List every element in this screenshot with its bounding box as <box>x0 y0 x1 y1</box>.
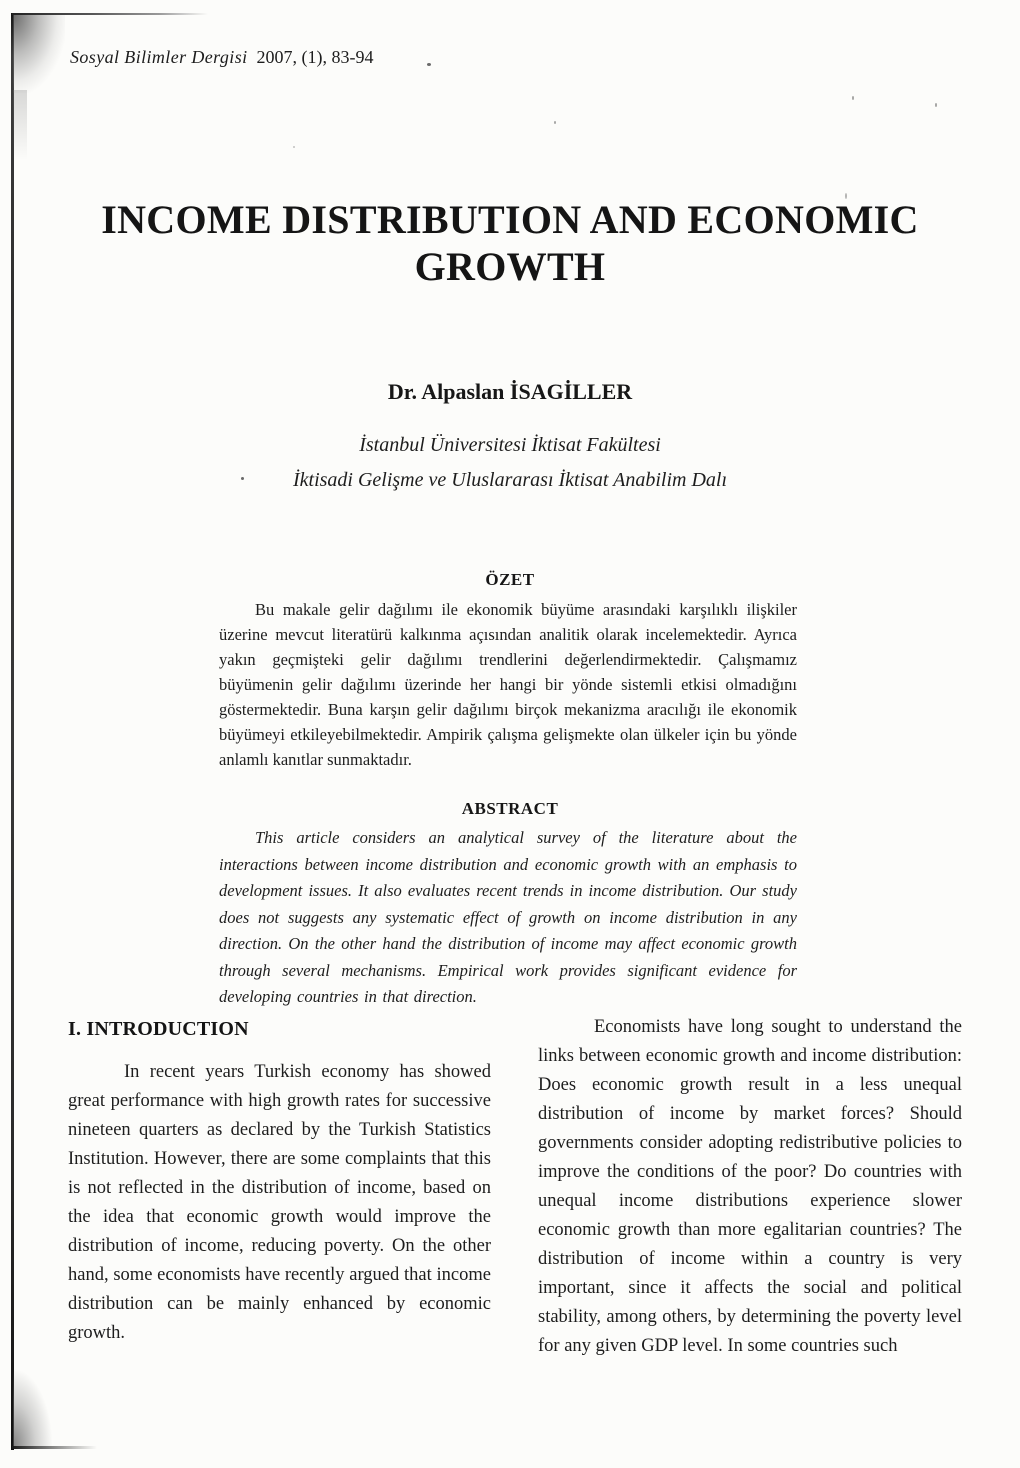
scan-edge-bottom-line <box>12 1446 97 1449</box>
paper-title <box>40 196 980 290</box>
intro-right-column <box>538 1013 962 1361</box>
intro-right-paragraph: Economists have long sought to understand the links between economic growth and income distribution: Does economic growth result in a less unequal distribution of income by market forces? Should governments consider adopting redistributive policies to improve the conditions of the poor? Do countries with unequal income distributions experience slower economic growth than more egalitarian countries? The distribution of income within a country is very important, since it affects the social and political stability, among others, by determining the poverty level for any given GDP level. In some countries such <box>538 1017 962 1356</box>
scan-speckle <box>554 121 556 124</box>
scan-speckle <box>293 146 295 148</box>
author-name: Dr. Alpaslan İSAGİLLER <box>387 379 633 404</box>
ozet-heading: ÖZET <box>485 570 535 589</box>
scan-smudge-top-left <box>13 15 65 93</box>
paper-title-line1: INCOME DISTRIBUTION AND ECONOMIC <box>101 197 919 242</box>
scan-speckle <box>935 103 937 107</box>
scan-smudge-bottom-left <box>13 1368 53 1446</box>
paper-title-line2: GROWTH <box>414 244 606 289</box>
journal-header <box>70 47 374 68</box>
intro-left-paragraph: In recent years Turkish economy has showed great performance with high growth rates for successive nineteen quarters as declared by the Turkish Statistics Institution. However, there are some complaints that this is not reflected in the distribution of income, based on the idea that economic growth would improve the distribution of income, reducing poverty. On the other hand, some economists have recently argued that income distribution can be mainly enhanced by economic growth. <box>68 1062 491 1343</box>
affiliation <box>0 428 1020 498</box>
scan-speckle <box>852 96 854 100</box>
intro-left-column <box>68 1018 491 1348</box>
abstract-body: This article considers an analytical survey of the literature about the interactions between income distribution and economic growth with an emphasis to development issues. It also evaluates recent trends in income distribution. Our study does not suggests any systematic effect of growth on income distribution in any direction. On the other hand the distribution of income may affect economic growth through several mechanisms. Empirical work provides significant evidence for developing countries in that direction. <box>219 828 797 1006</box>
scan-edge-left-line <box>11 13 14 1450</box>
scan-speckle <box>427 63 431 66</box>
introduction-heading: I. INTRODUCTION <box>68 1018 249 1040</box>
affiliation-line2: İktisadi Gelişme ve Uluslararası İktisat Anabilim Dalı <box>292 469 728 491</box>
affiliation-line1: İstanbul Üniversitesi İktisat Fakültesi <box>359 434 661 456</box>
scan-smudge-top-left-trail <box>13 90 27 160</box>
journal-name: Sosyal Bilimler Dergisi <box>70 47 248 67</box>
ozet-body: Bu makale gelir dağılımı ile ekonomik büyüme arasındaki karşılıklı ilişkiler üzerine mevcut literatürü kalkınma açısından analitik olarak incelemektedir. Ayrıca yakın geçmişteki gelir dağılımı trendlerini değerlendirmektedir. Çalışmamız büyümenin gelir dağılımı üzerinde her hangi bir yönde sistemli etkisi olmadığını göstermektedir. Buna karşın gelir dağılımı birçok mekanizma aracılığı ile ekonomik büyümeyi etkileyebilmektedir. Ampirik çalışma gelişmekte olan ülkeler için bu yönde anlamlı kanıtlar sunmaktadır. <box>219 600 797 769</box>
abstract-heading: ABSTRACT <box>461 799 559 818</box>
journal-issue: 2007, (1), 83-94 <box>256 47 374 67</box>
